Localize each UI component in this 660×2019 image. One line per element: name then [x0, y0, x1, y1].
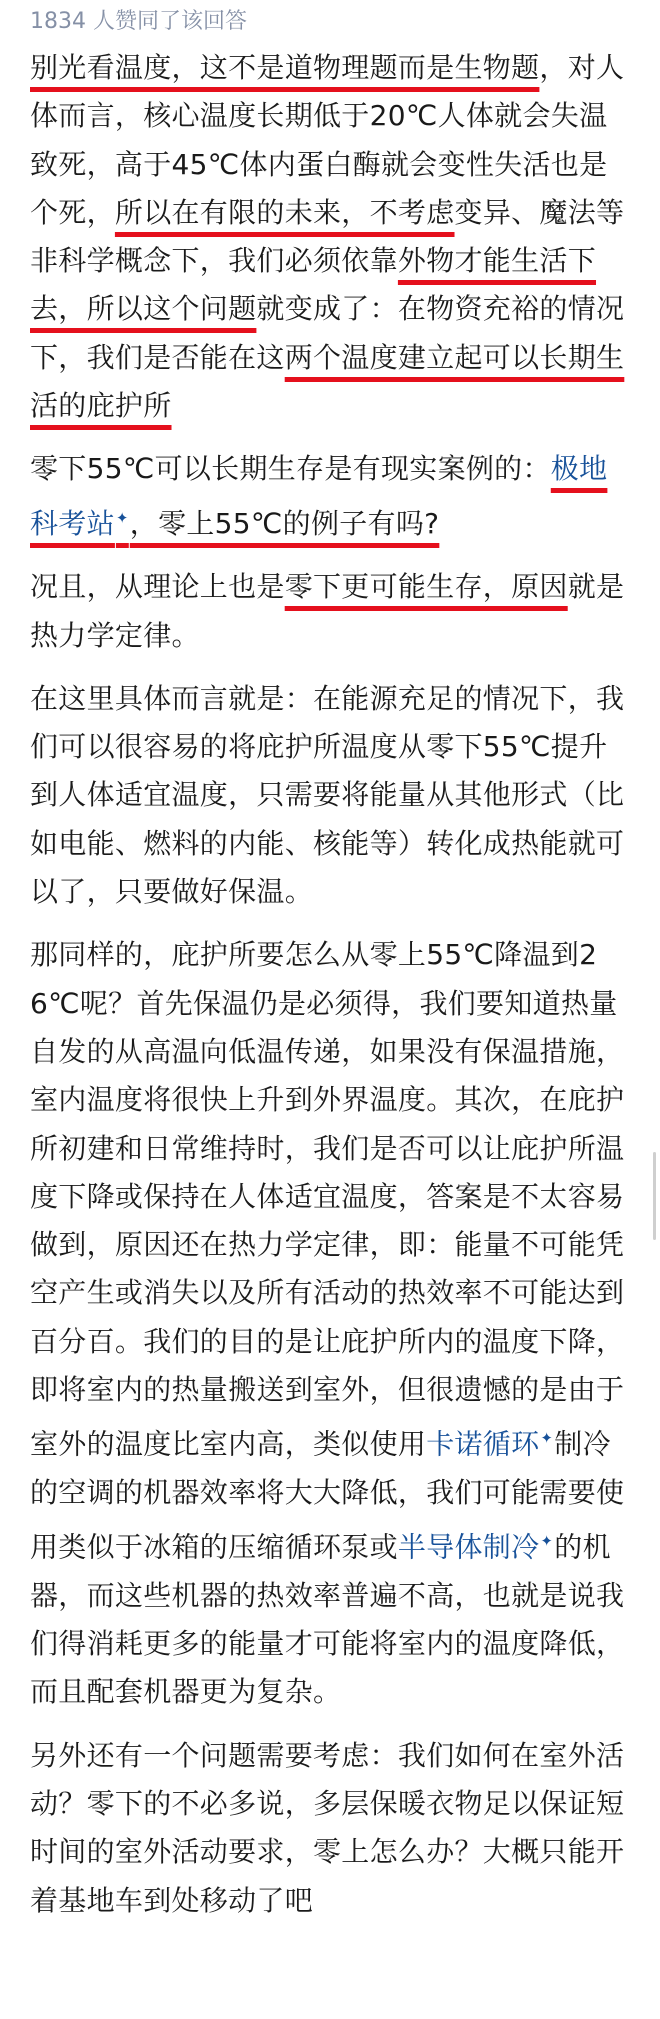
text-run: 就变成了：在物资充裕的情况下，我们是否能在这: [30, 292, 625, 374]
highlight-underline: 外物才能生活下去，所以这个问题: [30, 244, 597, 326]
text-run: 零下55℃可以长期生存是有现实案例的：: [30, 452, 551, 486]
text-run: ，对人体而言，核心温度长期低于20℃人体就会失温致死，高于45℃体内蛋白酶就会变性失活也是个死，: [30, 51, 625, 229]
link-carnot-cycle[interactable]: 卡诺循环: [426, 1427, 540, 1461]
text-run: 就是热力学定律。: [30, 570, 625, 652]
link-semiconductor-cooling[interactable]: 半导体制冷: [397, 1530, 540, 1564]
highlight-underline: 别光看温度，这不是道物理题而是生物题: [30, 51, 540, 84]
paragraph-4: 在这里具体而言就是：在能源充足的情况下，我们可以很容易的将庇护所温度从零下55℃提升到人体适宜温度，只需要将能量从其他形式（比如电能、燃料的内能、核能等）转化成热能就可以了，只要做好保温。: [30, 681, 625, 909]
paragraph-2: [30, 445, 630, 548]
link-sparkle-icon: ✦: [540, 1532, 554, 1551]
text-run: 那同样的，庇护所要怎么从零上55℃降温到26℃呢？首先保温仍是必须得，我们要知道热量自发的从高温向低温传递，如果没有保温措施，室内温度将很快上升到外界温度。其次，在庇护所初建和日常维持时，我们是否可以让庇护所温度下降或保持在人体适宜温度，答案是不太容易做到，原因还在热力学定律，即：能量不可能凭空产生或消失以及所有活动的热效率不可能达到百分百。我们的目的是让庇护所内的温度下降，即将室内的热量搬送到室外，但很遗憾的是由于室外的温度比室内高，类似使用: [30, 938, 625, 1461]
highlight-underline: 零下更可能生存，原因: [284, 570, 568, 604]
highlight-underline: 两个温度建立起可以长期生活的庇护所: [30, 340, 625, 423]
link-sparkle-icon: ✦: [115, 508, 129, 527]
answer-content: [30, 0, 630, 1940]
paragraph-3: [30, 563, 630, 660]
paragraph-5: [30, 931, 630, 1716]
paragraph-6: 另外还有一个问题需要考虑：我们如何在室外活动？零下的不必多说，多层保暖衣物足以保证短时间的室外活动要求，零上怎么办？大概只能开着基地车到处移动了吧: [30, 1738, 625, 1917]
text-run: 制冷的空调的机器效率将大大降低，我们可能需要使用类似于冰箱的压缩循环泵或: [30, 1427, 625, 1564]
highlight-underline: 所以在有限的未来，不考虑: [114, 195, 455, 229]
text-run: 的机器，而这些机器的热效率普遍不高，也就是说我们得消耗更多的能量才可能将室内的温度降低，而且配套机器更为复杂。: [30, 1530, 625, 1709]
link-sparkle-icon: ✦: [540, 1429, 554, 1448]
text-run: ，零上55℃的例子有吗?: [129, 507, 440, 540]
like-count: 1834 人赞同了该回答: [30, 9, 247, 34]
scrollbar-thumb[interactable]: [653, 1152, 656, 1240]
text-run: 况且，从理论上也是: [30, 570, 285, 604]
link-polar-research-station[interactable]: 极地科考站: [30, 452, 608, 540]
text-run: 变异、魔法等非科学概念下，我们必须依靠: [30, 195, 625, 278]
paragraph-1: [30, 44, 630, 430]
